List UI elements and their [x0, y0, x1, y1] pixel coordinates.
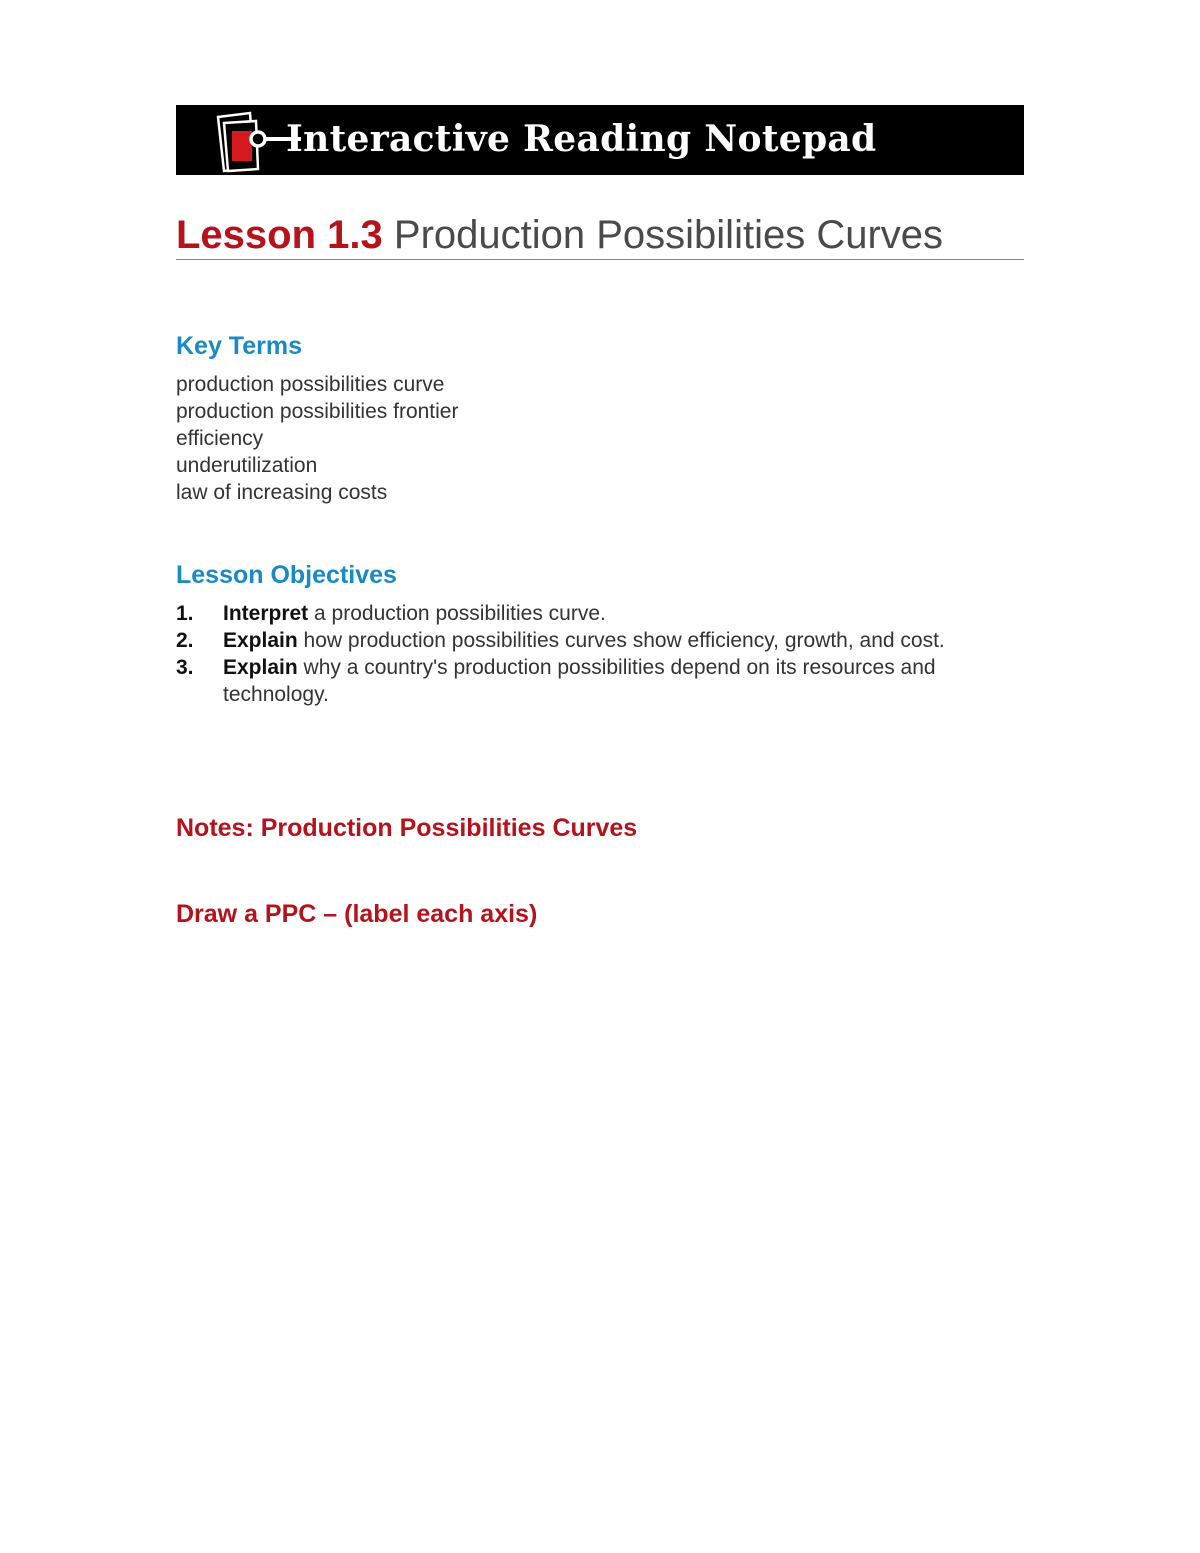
objective-number: 3. — [176, 656, 194, 679]
objective-item — [176, 627, 1036, 654]
key-term-item: production possibilities frontier — [176, 400, 459, 423]
objective-verb: Interpret — [223, 602, 309, 625]
banner-title: Interactive Reading Notepad — [286, 118, 877, 160]
header-banner — [176, 105, 1024, 175]
objective-verb: Explain — [223, 656, 298, 679]
page-title — [176, 210, 1024, 260]
lesson-number: Lesson 1.3 — [176, 213, 383, 257]
objective-text: a production possibilities curve. — [308, 602, 606, 625]
title-divider — [176, 259, 1024, 260]
objective-item — [176, 600, 1036, 627]
key-terms-heading: Key Terms — [176, 332, 302, 360]
lesson-name: Production Possibilities Curves — [393, 213, 944, 257]
key-term-item: efficiency — [176, 427, 264, 450]
objective-item — [176, 654, 1036, 708]
key-term-item: underutilization — [176, 454, 318, 477]
key-term-item: production possibilities curve — [176, 373, 445, 396]
objective-number: 1. — [176, 602, 194, 625]
key-term-item: law of increasing costs — [176, 481, 388, 504]
key-terms-list — [176, 371, 458, 506]
objectives-list — [176, 600, 1036, 708]
notes-heading: Notes: Production Possibilities Curves — [176, 814, 638, 842]
objectives-heading: Lesson Objectives — [176, 561, 397, 589]
objective-text: how production possibilities curves show efficiency, growth, and cost. — [297, 629, 945, 652]
objective-verb: Explain — [223, 629, 298, 652]
objective-number: 2. — [176, 629, 194, 652]
objective-text: why a country's production possibilities depend on its resources and technology. — [223, 656, 936, 706]
draw-ppc-heading: Draw a PPC – (label each axis) — [176, 900, 538, 928]
